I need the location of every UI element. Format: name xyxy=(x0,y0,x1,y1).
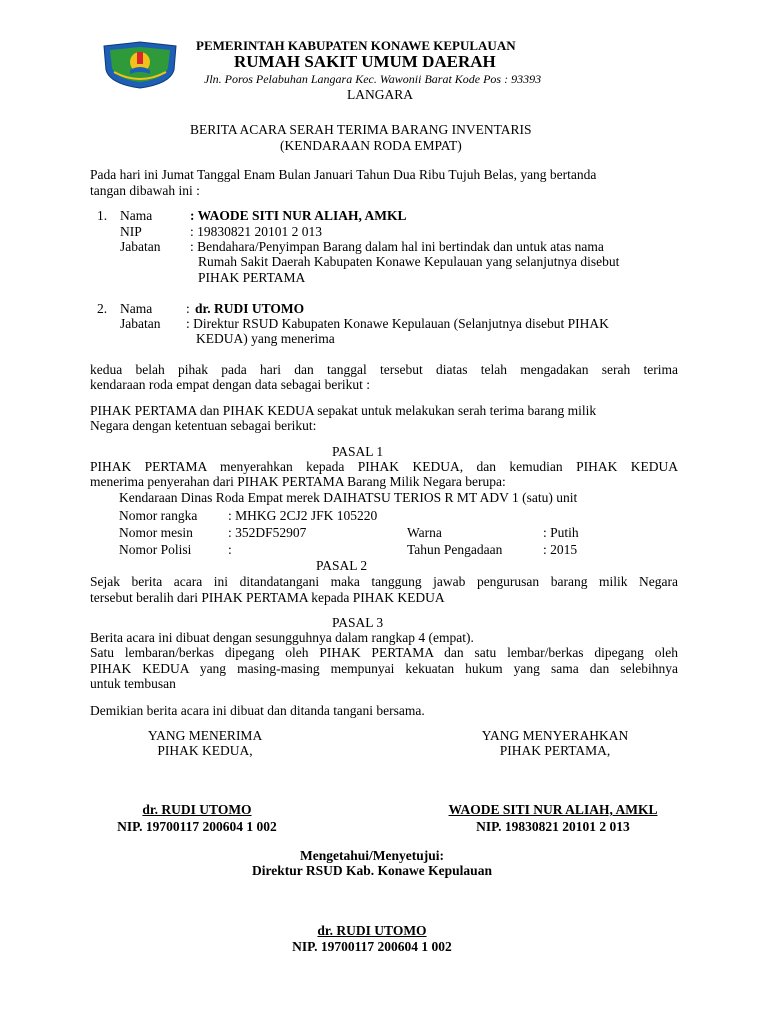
pasal3-line-1: Berita acara ini dibuat dengan sesungguhnya dalam rangkap 4 (empat). xyxy=(90,630,474,645)
pasal3-line-2: Satu lembaran/berkas dipegang oleh PIHAK PERTAMA dan satu lembar/berkas dipegang oleh xyxy=(90,645,678,660)
rangka-label: Nomor rangka xyxy=(119,508,198,523)
para2-line-1: PIHAK PERTAMA dan PIHAK KEDUA sepakat untuk melakukan serah terima barang milik xyxy=(90,403,597,418)
sign-right-role-2: PIHAK PERTAMA, xyxy=(499,743,611,758)
para1-line-2: kendaraan roda empat dengan data sebagai berikut : xyxy=(90,377,370,392)
pasal1-line-2: menerima penyerahan dari PIHAK PERTAMA Barang Milik Negara berupa: xyxy=(90,474,506,489)
pasal1-line-1: PIHAK PERTAMA menyerahkan kepada PIHAK KEDUA, dan kemudian PIHAK KEDUA xyxy=(90,459,678,474)
warna-label: Warna xyxy=(407,525,442,540)
para2-line-2: Negara dengan ketentuan sebagai berikut: xyxy=(90,418,317,433)
pasal3-title: PASAL 3 xyxy=(332,615,384,630)
pasal2-title: PASAL 2 xyxy=(316,558,368,573)
party2-name-value: dr. RUDI UTOMO xyxy=(195,301,305,316)
approval-name: dr. RUDI UTOMO xyxy=(317,923,427,938)
sign-right-name: WAODE SITI NUR ALIAH, AMKL xyxy=(448,802,658,817)
party1-jabatan-line-1: : Bendahara/Penyimpan Barang dalam hal ini bertindak dan untuk atas nama xyxy=(190,239,604,254)
closing-statement: Demikian berita acara ini dibuat dan ditanda tangani bersama. xyxy=(90,703,425,718)
pasal3-line-4: untuk tembusan xyxy=(90,676,176,691)
sign-left-nip: NIP. 19700117 200604 1 002 xyxy=(117,819,277,834)
party1-nip-value: : 19830821 20101 2 013 xyxy=(190,224,323,239)
party1-jabatan-line-2: Rumah Sakit Daerah Kabupaten Konawe Kepulauan yang selanjutnya disebut xyxy=(198,254,620,269)
polisi-label: Nomor Polisi xyxy=(119,542,192,557)
party1-number: 1. xyxy=(97,208,108,223)
mesin-value: : 352DF52907 xyxy=(228,525,307,540)
sign-left-role-2: PIHAK KEDUA, xyxy=(157,743,253,758)
party2-name-colon: : xyxy=(186,301,190,316)
tahun-value: : 2015 xyxy=(543,542,578,557)
party1-jabatan-label: Jabatan xyxy=(120,239,161,254)
sign-left-role-1: YANG MENERIMA xyxy=(147,728,263,743)
party2-name-label: Nama xyxy=(120,301,153,316)
header-address: Jln. Poros Pelabuhan Langara Kec. Wawonii Barat Kode Pos : 93393 xyxy=(204,72,542,86)
header-city: LANGARA xyxy=(347,87,413,102)
party1-nip-label: NIP xyxy=(120,224,142,239)
sign-left-name: dr. RUDI UTOMO xyxy=(142,802,252,817)
document-title: BERITA ACARA SERAH TERIMA BARANG INVENTARIS xyxy=(190,122,532,137)
pasal2-line-2: tersebut beralih dari PIHAK PERTAMA kepada PIHAK KEDUA xyxy=(90,590,445,605)
polisi-value: : xyxy=(228,542,232,557)
party1-name-value: : WAODE SITI NUR ALIAH, AMKL xyxy=(190,208,407,223)
sign-right-nip: NIP. 19830821 20101 2 013 xyxy=(476,819,630,834)
party2-jabatan-line-2: KEDUA) yang menerima xyxy=(196,331,335,346)
regency-emblem-logo xyxy=(100,40,180,88)
header-government: PEMERINTAH KABUPATEN KONAWE KEPULAUAN xyxy=(196,38,516,53)
party1-name-label: Nama xyxy=(120,208,153,223)
pasal1-vehicle: Kendaraan Dinas Roda Empat merek DAIHATSU TERIOS R MT ADV 1 (satu) unit xyxy=(119,490,578,505)
party2-jabatan-line-1: : Direktur RSUD Kabupaten Konawe Kepulauan (Selanjutnya disebut PIHAK xyxy=(186,316,609,331)
header-hospital-name: RUMAH SAKIT UMUM DAERAH xyxy=(234,52,496,71)
mesin-label: Nomor mesin xyxy=(119,525,193,540)
approval-line-1: Mengetahui/Menyetujui: xyxy=(300,848,444,863)
approval-nip: NIP. 19700117 200604 1 002 xyxy=(292,939,452,954)
party2-number: 2. xyxy=(97,301,108,316)
approval-line-2: Direktur RSUD Kab. Konawe Kepulauan xyxy=(252,863,492,878)
sign-right-role-1: YANG MENYERAHKAN xyxy=(481,728,629,743)
pasal1-title: PASAL 1 xyxy=(332,444,384,459)
party2-jabatan-label: Jabatan xyxy=(120,316,161,331)
intro-line-1: Pada hari ini Jumat Tanggal Enam Bulan Januari Tahun Dua Ribu Tujuh Belas, yang bertanda xyxy=(90,167,597,182)
warna-value: : Putih xyxy=(543,525,579,540)
party1-jabatan-line-3: PIHAK PERTAMA xyxy=(198,270,306,285)
para1-line-1: kedua belah pihak pada hari dan tanggal tersebut diatas telah mengadakan serah terima xyxy=(90,362,678,377)
rangka-value: : MHKG 2CJ2 JFK 105220 xyxy=(228,508,378,523)
pasal3-line-3: PIHAK KEDUA yang masing-masing mempunyai kekuatan hukum yang sama dan selebihnya xyxy=(90,661,678,676)
pasal2-line-1: Sejak berita acara ini ditandatangani maka tanggung jawab pengurusan barang milik Negara xyxy=(90,574,678,589)
intro-line-2: tangan dibawah ini : xyxy=(90,183,200,198)
document-subtitle: (KENDARAAN RODA EMPAT) xyxy=(280,138,462,153)
tahun-label: Tahun Pengadaan xyxy=(407,542,503,557)
